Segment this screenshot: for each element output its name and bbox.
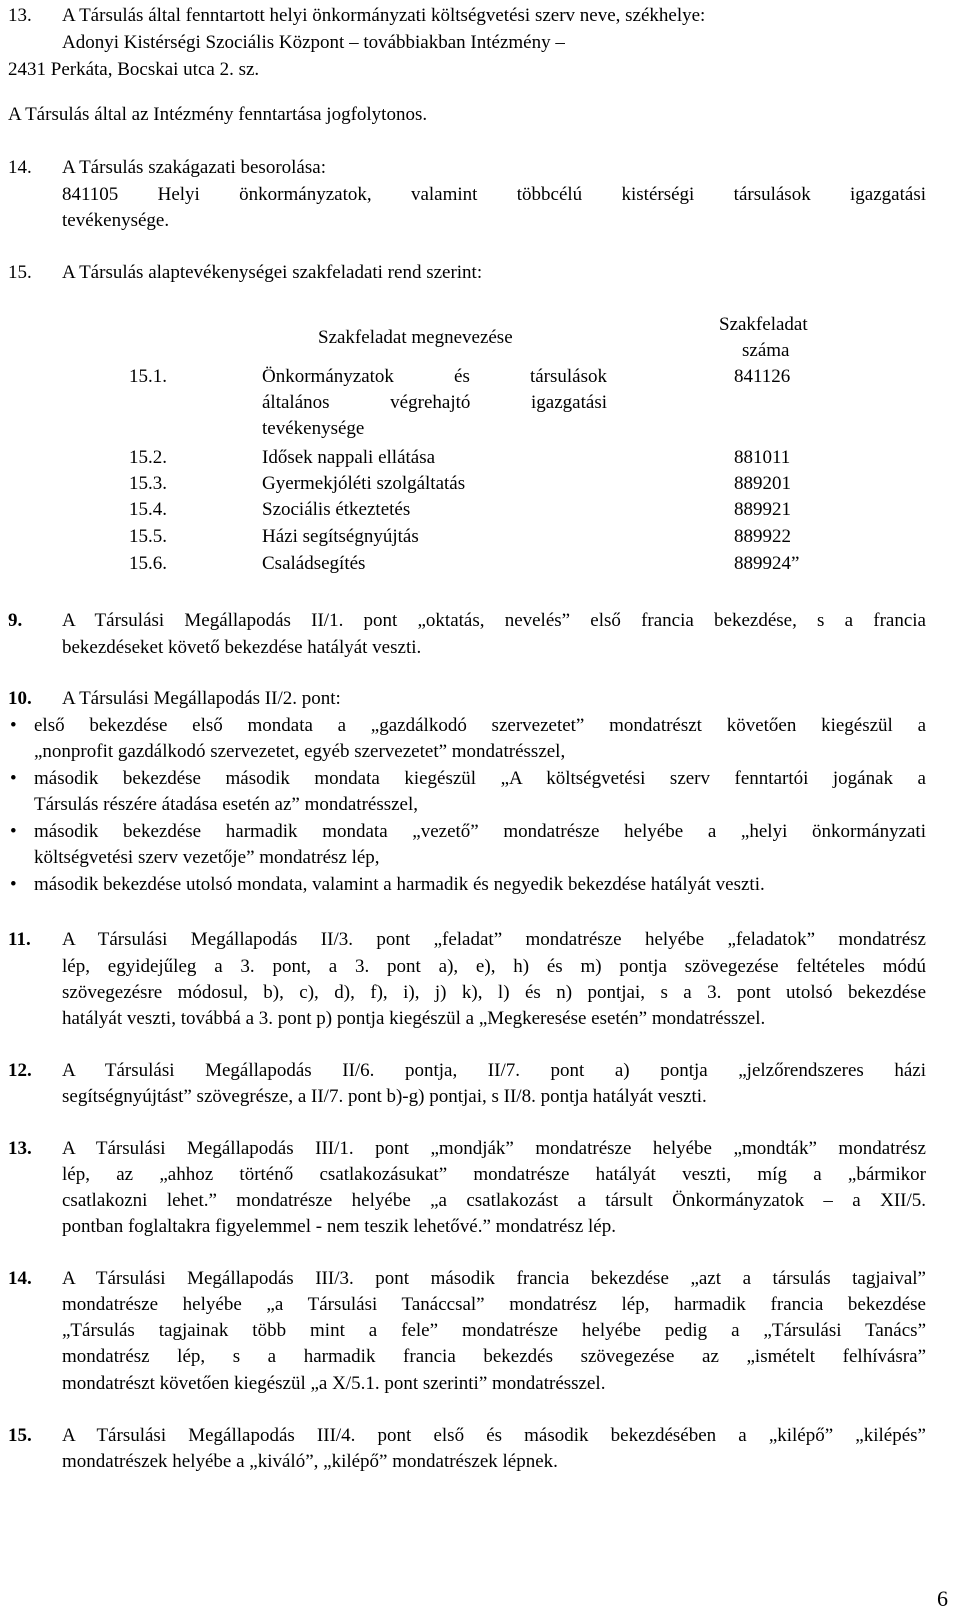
table-header-name: Szakfeladat megnevezése — [318, 327, 513, 348]
row-code: 889922 — [734, 526, 791, 547]
page-number: 6 — [937, 1586, 948, 1611]
row-id: 15.1. — [129, 366, 167, 387]
row-name: Házi segítségnyújtás — [262, 526, 419, 547]
row-name: Szociális étkeztetés — [262, 499, 411, 520]
section-15-line-1: A Társulás alaptevékenységei szakfeladati rend szerint: — [62, 262, 483, 283]
bullet-icon: • — [10, 821, 17, 842]
row-name: Családsegítés — [262, 553, 366, 574]
paragraph-9-line-1: A Társulási Megállapodás II/1. pont „oktatás, nevelés” első francia bekezdése, s a francia — [62, 610, 926, 631]
section-13-line-1: A Társulás által fenntartott helyi önkormányzati költségvetési szerv neve, székhelye: — [62, 5, 706, 26]
paragraph-10-bullet-4-line-1: második bekezdése utolsó mondata, valamint a harmadik és negyedik bekezdése hatályát veszti. — [34, 874, 765, 895]
row-code: 841126 — [734, 366, 791, 387]
row-code: 881011 — [734, 447, 791, 468]
paragraph-11-line-4: hatályát veszti, továbbá a 3. pont p) pontja kiegészül a „Megkeresése esetén” mondatrésszel. — [62, 1008, 766, 1029]
paragraph-14-number: 14. — [8, 1268, 32, 1289]
row-id: 15.6. — [129, 553, 167, 574]
section-13-line-3: 2431 Perkáta, Bocskai utca 2. sz. — [8, 59, 260, 80]
row-code: 889921 — [734, 499, 791, 520]
paragraph-13-line-4: pontban foglaltakra figyelemmel - nem teszik lehetővé.” mondatrész lép. — [62, 1216, 616, 1237]
paragraph-12-number: 12. — [8, 1060, 32, 1081]
row-name-cont: általános végrehajtó igazgatási — [262, 392, 607, 413]
paragraph-14-line-3: „Társulás tagjainak több mint a fele” mondatrésze helyébe pedig a „Társulási Tanács” — [62, 1320, 926, 1341]
section-13-line-4: A Társulás által az Intézmény fenntartása jogfolytonos. — [8, 104, 428, 125]
paragraph-10-bullet-1-line-1: első bekezdése első mondata a „gazdálkodó szervezetet” mondatrészt követően kiegészül a — [34, 715, 926, 736]
paragraph-11-line-3: szövegezésre módosul, b), c), d), f), i), j) k), l) és n) pontjai, s a 3. pont utolsó bekezdése — [62, 982, 926, 1003]
paragraph-13-line-1: A Társulási Megállapodás III/1. pont „mondják” mondatrésze helyébe „mondták” mondatrész — [62, 1138, 926, 1159]
paragraph-14-line-2: mondatrésze helyébe „a Társulási Tanáccsal” mondatrész lép, harmadik francia bekezdése — [62, 1294, 926, 1315]
row-name-cont: tevékenysége — [262, 418, 365, 439]
paragraph-9-number: 9. — [8, 610, 23, 631]
row-id: 15.3. — [129, 473, 167, 494]
paragraph-14-line-4: mondatrész lép, s a harmadik francia bekezdés szövegezése az „ismételt felhívásra” — [62, 1346, 926, 1367]
paragraph-10-bullet-3-line-1: második bekezdése harmadik mondata „vezető” mondatrésze helyébe a „helyi önkormányzati — [34, 821, 926, 842]
paragraph-11-number: 11. — [8, 929, 31, 950]
paragraph-13-line-3: csatlakozni lehet.” mondatrésze helyébe „a csatlakozást a társult Önkormányzatok – a XII/5. — [62, 1190, 926, 1211]
section-13-number: 13. — [8, 5, 32, 26]
section-13-line-2: Adonyi Kistérségi Szociális Központ – továbbiakban Intézmény – — [62, 32, 565, 53]
paragraph-10-bullet-2-line-2: Társulás részére átadása esetén az” mondatrésszel, — [34, 794, 419, 815]
row-id: 15.5. — [129, 526, 167, 547]
paragraph-12-line-1: A Társulási Megállapodás II/6. pontja, II/7. pont a) pontja „jelzőrendszeres házi — [62, 1060, 926, 1081]
section-14-line-2: 841105 Helyi önkormányzatok, valamint többcélú kistérségi társulások igazgatási — [62, 184, 926, 205]
row-name: Önkormányzatok és társulások — [262, 366, 607, 387]
paragraph-13-number: 13. — [8, 1138, 32, 1159]
row-id: 15.2. — [129, 447, 167, 468]
paragraph-9-line-2: bekezdéseket követő bekezdése hatályát veszti. — [62, 637, 422, 658]
section-15-number: 15. — [8, 262, 32, 283]
paragraph-12-line-2: segítségnyújtást” szövegrésze, a II/7. pont b)-g) pontjai, s II/8. pontja hatályát veszti. — [62, 1086, 707, 1107]
row-id: 15.4. — [129, 499, 167, 520]
paragraph-10-line-1: A Társulási Megállapodás II/2. pont: — [62, 688, 341, 709]
row-code: 889924” — [734, 553, 800, 574]
row-code: 889201 — [734, 473, 791, 494]
paragraph-10-bullet-1-line-2: „nonprofit gazdálkodó szervezetet, egyéb szervezetet” mondatrésszel, — [34, 741, 566, 762]
section-14-number: 14. — [8, 157, 32, 178]
paragraph-10-bullet-3-line-2: költségvetési szerv vezetője” mondatrész lép, — [34, 847, 380, 868]
paragraph-11-line-1: A Társulási Megállapodás II/3. pont „feladat” mondatrésze helyébe „feladatok” mondatrész — [62, 929, 926, 950]
bullet-icon: • — [10, 715, 17, 736]
paragraph-15-line-2: mondatrészek helyébe a „kiváló”, „kilépő” mondatrészek lépnek. — [62, 1451, 558, 1472]
table-header-code-1: Szakfeladat — [719, 314, 808, 335]
row-name: Idősek nappali ellátása — [262, 447, 436, 468]
section-14-line-3: tevékenysége. — [62, 210, 170, 231]
paragraph-13-line-2: lép, az „ahhoz történő csatlakozásukat” mondatrésze hatályát veszti, míg a „bármikor — [62, 1164, 926, 1185]
paragraph-10-bullet-2-line-1: második bekezdése második mondata kiegészül „A költségvetési szerv fenntartói jogának a — [34, 768, 926, 789]
bullet-icon: • — [10, 768, 17, 789]
paragraph-15-number: 15. — [8, 1425, 32, 1446]
paragraph-14-line-5: mondatrészt követően kiegészül „a X/5.1. pont szerinti” mondatrésszel. — [62, 1373, 606, 1394]
paragraph-11-line-2: lép, egyidejűleg a 3. pont, a 3. pont a), e), h) és m) pontja szövegezése feltételes módú — [62, 956, 926, 977]
section-14-line-1: A Társulás szakágazati besorolása: — [62, 157, 326, 178]
paragraph-14-line-1: A Társulási Megállapodás III/3. pont második francia bekezdése „azt a társulás tagjaival” — [62, 1268, 926, 1289]
bullet-icon: • — [10, 874, 17, 895]
paragraph-15-line-1: A Társulási Megállapodás III/4. pont első és második bekezdésében a „kilépő” „kilépés” — [62, 1425, 926, 1446]
table-header-code-2: száma — [742, 340, 790, 361]
paragraph-10-number: 10. — [8, 688, 32, 709]
row-name: Gyermekjóléti szolgáltatás — [262, 473, 466, 494]
